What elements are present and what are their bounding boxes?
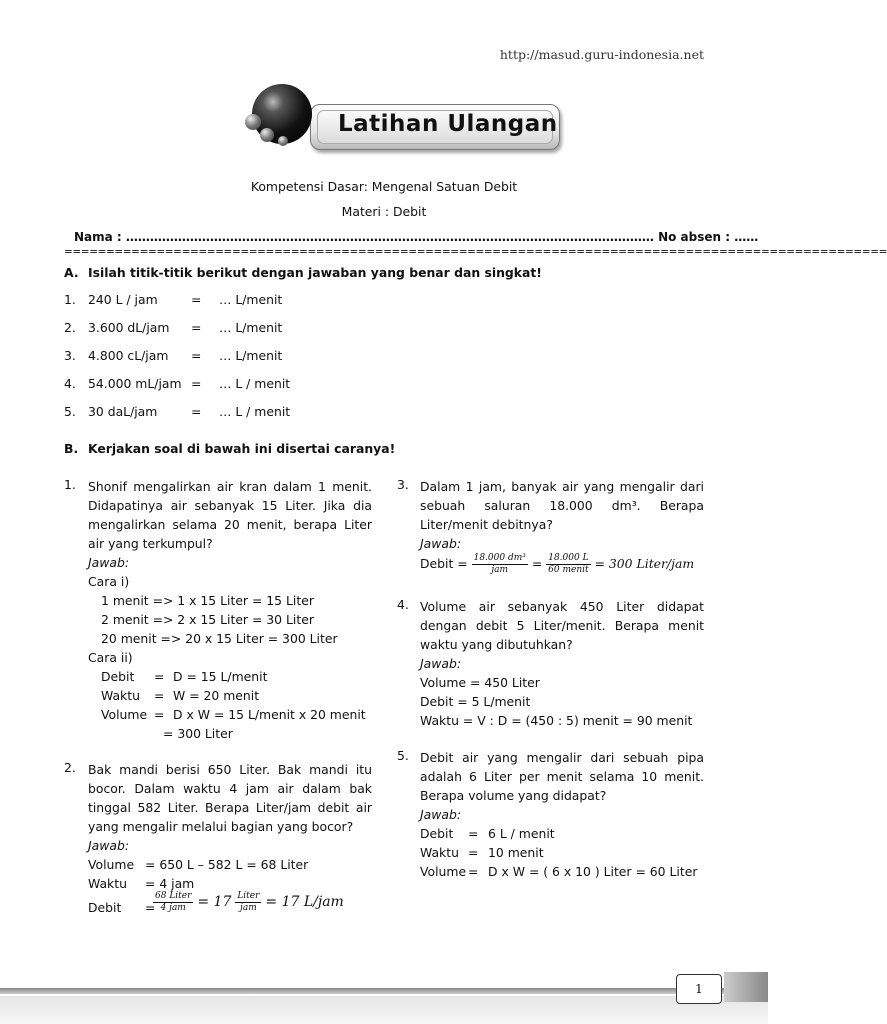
question-text-line: sebuah saluran 18.000 dm³. Berapa [420, 498, 704, 513]
small-sphere-icon [278, 136, 288, 146]
question-text-line: dengan debit 5 Liter/menit. Berapa menit [420, 618, 704, 633]
equals-sign: = [191, 320, 202, 335]
question-number: 1. [64, 477, 76, 492]
equals-sign: = [468, 826, 479, 841]
var-value: = 4 jam [145, 876, 195, 891]
equals-sign: = [468, 864, 479, 879]
debit-fraction: $\frac{\text{18.000 dm³}}{\text{jam}}$ [473, 553, 526, 575]
answer-line: Debit = 5 L/menit [420, 694, 531, 709]
question-number: 4. [397, 597, 409, 612]
equals-sign: = [468, 845, 479, 860]
question-text-line: Bak mandi berisi 650 Liter. Bak mandi itu [88, 762, 372, 777]
question-text-line: tinggal 582 Liter. Berapa Liter/jam debit air [88, 800, 372, 815]
answer-label: Jawab: [420, 536, 462, 551]
item-number: 2. [64, 320, 76, 335]
question-text-line: Volume air sebanyak 450 Liter didapat [420, 599, 704, 614]
method-line: 2 menit => 2 x 15 Liter = 30 Liter [101, 612, 314, 627]
small-sphere-icon [260, 128, 274, 142]
footer-accent [724, 972, 768, 1002]
item-blank: … L/menit [219, 320, 283, 335]
equals-sign: = [191, 376, 202, 391]
question-text-line: Debit air yang mengalir dari sebuah pipa [420, 750, 704, 765]
subject-line: Materi : Debit [341, 204, 427, 219]
answer-label: Jawab: [420, 656, 462, 671]
item-quantity: 30 daL/jam [88, 404, 158, 419]
footer-bar [0, 988, 768, 994]
item-number: 4. [64, 376, 76, 391]
debit-result: = 17 L/jam [265, 894, 344, 910]
unit-fraction: $\frac{\text{Liter}}{\text{jam}}$ [237, 891, 260, 913]
question-text-line: Liter/menit debitnya? [420, 517, 553, 532]
question-text-line: waktu yang dibutuhkan? [420, 637, 573, 652]
method-label: Cara i) [88, 574, 130, 589]
item-quantity: 3.600 dL/jam [88, 320, 170, 335]
question-text-line: Shonif mengalirkan air kran dalam 1 menit. [88, 479, 372, 494]
small-sphere-icon [245, 114, 261, 130]
question-4 [420, 597, 704, 730]
item-number: 5. [64, 404, 76, 419]
question-text-line: Berapa volume yang didapat? [420, 788, 607, 803]
question-number: 3. [397, 477, 409, 492]
source-url: http://masud.guru-indonesia.net [499, 47, 704, 62]
method-line: 20 menit => 20 x 15 Liter = 300 Liter [101, 631, 338, 646]
var-label: Volume [88, 857, 135, 872]
question-text-line: adalah 6 Liter per menit selama 10 menit. [420, 769, 704, 784]
item-blank: … L / menit [219, 404, 291, 419]
item-quantity: 54.000 mL/jam [88, 376, 182, 391]
question-number: 5. [397, 748, 409, 763]
var-value: 6 L / menit [488, 826, 555, 841]
var-label: Debit [420, 826, 454, 841]
item-quantity: 240 L / jam [88, 292, 158, 307]
var-value: = 300 Liter [163, 726, 233, 741]
footer-band [0, 996, 768, 1024]
var-value: = 650 L – 582 L = 68 Liter [145, 857, 309, 872]
item-number: 1. [64, 292, 76, 307]
conversion-fraction: $\frac{18.000 L}{\text{60 menit}}$ [548, 553, 589, 575]
question-number: 2. [64, 760, 76, 775]
question-text-line: bocor. Dalam waktu 4 jam air dalam bak [88, 781, 372, 796]
debit-fraction: $\frac{\text{68 Liter}}{\text{4 jam}}$ [155, 891, 192, 913]
equals-sign: = [154, 688, 165, 703]
var-value: D x W = ( 6 x 10 ) Liter = 60 Liter [488, 864, 698, 879]
var-label: Debit [101, 669, 135, 684]
answer-label: Jawab: [88, 555, 130, 570]
item-blank: … L/menit [219, 292, 283, 307]
name-field-line: Nama : …………………………………………………………………………………………………………………… No absen : …… [74, 230, 759, 244]
var-label: Waktu [101, 688, 140, 703]
question-text-line: Didapatinya air sebanyak 15 Liter. Jika dia [88, 498, 372, 513]
question-3: Dalam 1 jam, banyak air yang mengalir dari sebuah saluran 18.000 dm³. Berapa Liter/menit debitnya? Jawab: Debit = $\frac{\text{18.000 dm³}}{\text{jam}}$ = $\frac{18.000 L}{\text{60 menit}}$ = 300 Liter/jam [420, 479, 704, 575]
item-blank: … L/menit [219, 348, 283, 363]
question-text-line: Dalam 1 jam, banyak air yang mengalir dari [420, 479, 704, 494]
equals-sign: = [154, 707, 165, 722]
competence-line: Kompetensi Dasar: Mengenal Satuan Debit [250, 179, 518, 194]
question-text-line: mengalirkan selama 20 menit, berapa Liter [88, 517, 372, 532]
answer-line: Waktu = V : D = (450 : 5) menit = 90 menit [420, 713, 693, 728]
section-a-heading: Isilah titik-titik berikut dengan jawaban yang benar dan singkat! [88, 265, 542, 280]
equals-sign: = [154, 669, 165, 684]
item-number: 3. [64, 348, 76, 363]
question-2: Bak mandi berisi 650 Liter. Bak mandi itu bocor. Dalam waktu 4 jam air dalam bak tinggal 582 Liter. Berapa Liter/jam debit air yang mengalir melalui bagian yang bocor? Jawab: Volume = 650 L – 582 L = 68 Liter Waktu = 4 jam Debit = $\frac{\text{68 Liter}}{\text{4 jam}}$ = 17 $\frac{\text{Liter}}{\text{jam}}$ = 17 L/jam [88, 762, 372, 915]
item-blank: … L / menit [219, 376, 291, 391]
method-label: Cara ii) [88, 650, 133, 665]
debit-result: = 300 Liter/jam [594, 556, 695, 571]
question-text-line: yang mengalir melalui bagian yang bocor? [88, 819, 354, 834]
section-b-heading: Kerjakan soal di bawah ini disertai caranya! [88, 441, 396, 456]
separator-line: ================================================================================================== [64, 246, 887, 258]
answer-label: Jawab: [88, 838, 130, 853]
item-quantity: 4.800 cL/jam [88, 348, 169, 363]
var-label: Waktu [420, 845, 459, 860]
var-label: Debit [88, 900, 122, 915]
var-label: Volume [101, 707, 148, 722]
answer-label: Jawab: [420, 807, 462, 822]
var-label: Waktu [88, 876, 127, 891]
equals-sign: = [191, 404, 202, 419]
var-value: D = 15 L/menit [173, 669, 268, 684]
equals-sign: = [191, 348, 202, 363]
method-line: 1 menit => 1 x 15 Liter = 15 Liter [101, 593, 314, 608]
question-1 [88, 477, 372, 743]
question-5 [420, 748, 704, 881]
var-label: Debit = [420, 556, 468, 571]
page-title: Latihan Ulangan [338, 111, 558, 137]
var-value: W = 20 menit [173, 688, 260, 703]
section-a-letter: A. [64, 265, 79, 280]
var-label: Volume [420, 864, 467, 879]
question-text-line: air yang terkumpul? [88, 536, 213, 551]
debit-mid: = 17 [197, 894, 232, 910]
var-value: 10 menit [488, 845, 544, 860]
title-banner [240, 82, 562, 154]
section-b-letter: B. [64, 441, 79, 456]
page-number: 1 [676, 974, 722, 1004]
answer-line: Volume = 450 Liter [420, 675, 540, 690]
equals-sign: = [191, 292, 202, 307]
var-value: D x W = 15 L/menit x 20 menit [173, 707, 366, 722]
